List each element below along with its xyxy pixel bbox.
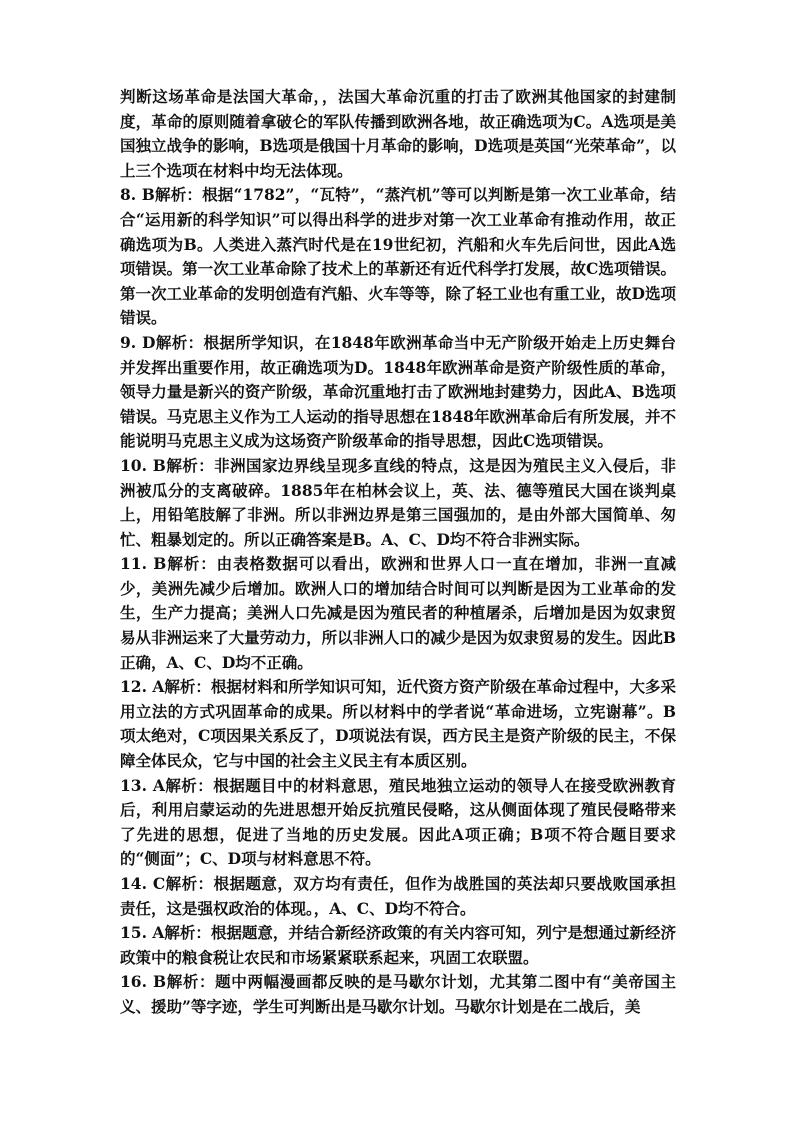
paragraph-q16: 16. B解析：题中两幅漫画都反映的是马歇尔计划，尤其第二图中有“美帝国主义、援助”等字迹，学生可判断出是马歇尔计划。马歇尔计划是在二战后，美 xyxy=(120,972,676,1016)
paragraph-q11: 11. B解析：由表格数据可以看出，欧洲和世界人口一直在增加，非洲一直减少，美洲先减少后增加。欧洲人口的增加结合时间可以判断是因为工业革命的发生，生产力提高；美洲人口先减是因为殖民者的种植屠杀，后增加是因为奴隶贸易从非洲运来了大量劳动力，所以非洲人口的减少是因为奴隶贸易的发生。因此B正确，A、C、D均不正确。 xyxy=(120,554,676,672)
paragraph-q10: 10. B解析：非洲国家边界线呈现多直线的特点，这是因为殖民主义入侵后，非洲被瓜分的支离破碎。1885年在柏林会议上，英、法、德等殖民大国在谈判桌上，用铅笔肢解了非洲。所以非洲边界是第三国强加的，是由外部大国简单、匆忙、粗暴划定的。所以正确答案是B。A、C、D均不符合非洲实际。 xyxy=(120,455,676,549)
paragraph-q14: 14. C解析：根据题意，双方均有责任，但作为战胜国的英法却只要战败国承担责任，这是强权政治的体现。，A、C、D均不符合。 xyxy=(120,874,676,918)
paragraph-q12: 12. A解析：根据材料和所学知识可知，近代资方资产阶级在革命过程中，大多采用立法的方式巩固革命的成果。所以材料中的学者说“革命进场，立宪谢幕”。B项太绝对，C项因果关系反了，D项说法有误，西方民主是资产阶级的民主，不保障全体民众，它与中国的社会主义民主有本质区别。 xyxy=(120,677,676,771)
paragraph-q8: 8. B解析：根据“1782”，“瓦特”，“蒸汽机”等可以判断是第一次工业革命，结合“运用新的科学知识”可以得出科学的进步对第一次工业革命有推动作用，故正确选项为B。人类进入蒸汽时代是在19世纪初，汽船和火车先后问世，因此A选项错误。第一次工业革命除了技术上的革新还有近代科学打发展，故C选项错误。第一次工业革命的发明创造有汽船、火车等等，除了轻工业也有重工业，故D选项错误。 xyxy=(120,185,676,328)
paragraph-q15: 15. A解析：根据题意，并结合新经济政策的有关内容可知，列宁是想通过新经济政策中的粮食税让农民和市场紧紧联系起来，巩固工农联盟。 xyxy=(120,923,676,967)
paragraph-q7-continued: 判断这场革命是法国大革命，，法国大革命沉重的打击了欧洲其他国家的封建制度，革命的原则随着拿破仑的军队传播到欧洲各地，故正确选项为C。A选项是美国独立战争的影响，B选项是俄国十月革命的影响，D选项是英国“光荣革命”，以上三个选项在材料中均无法体现。 xyxy=(120,87,676,180)
paragraph-q13: 13. A解析：根据题目中的材料意思，殖民地独立运动的领导人在接受欧洲教育后，利用启蒙运动的先进思想开始反抗殖民侵略，这从侧面体现了殖民侵略带来了先进的思想，促进了当地的历史发展。因此A项正确；B项不符合题目要求的“侧面”；C、D项与材料意思不符。 xyxy=(120,775,676,869)
paragraph-q9: 9. D解析：根据所学知识，在1848年欧洲革命当中无产阶级开始走上历史舞台并发挥出重要作用，故正确选项为D。1848年欧洲革命是资产阶级性质的革命，领导力量是新兴的资产阶级，革命沉重地打击了欧洲地封建势力，因此A、B选项错误。马克思主义作为工人运动的指导思想在1848年欧洲革命后有所发展，并不能说明马克思主义成为这场资产阶级革命的指导思想，因此C选项错误。 xyxy=(120,332,676,451)
answer-explanations xyxy=(120,85,676,1020)
